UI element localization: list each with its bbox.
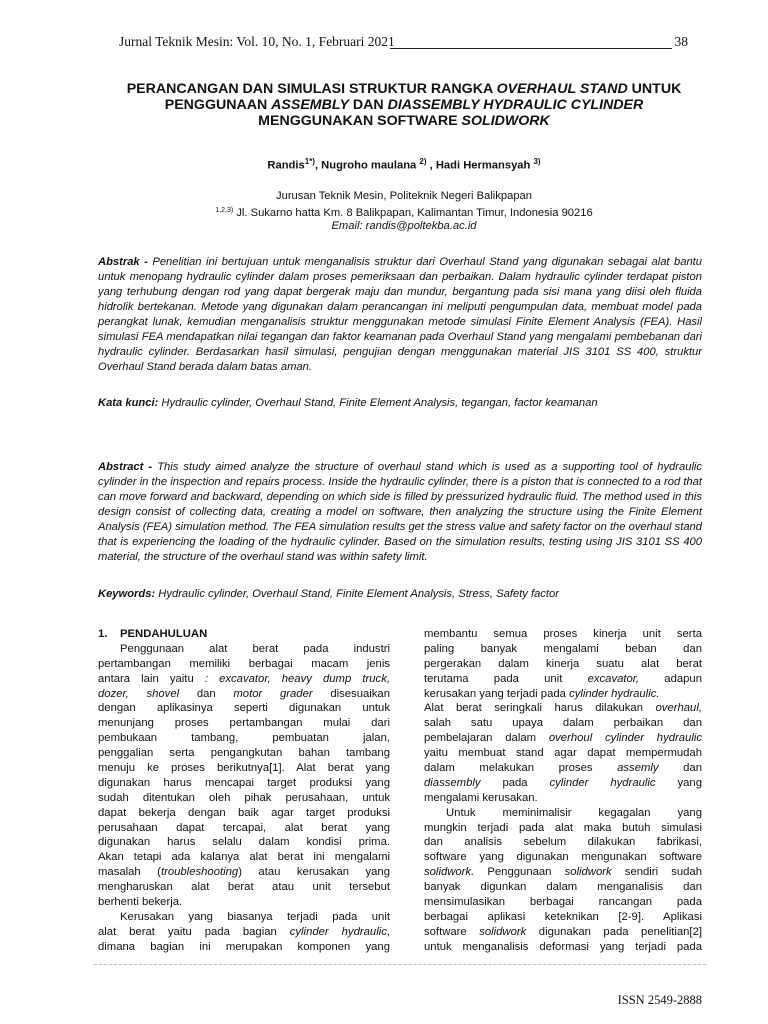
keywords: Keywords: Hydraulic cylinder, Overhaul Stand, Finite Element Analysis, Stress, Safety factor	[98, 588, 559, 600]
abstract-paragraph: Abstract - This study aimed analyze the structure of overhaul stand which is used as a supporting tool of hydraulic cylinder in the inspection and repairs process. Inside the hydraulic cylinder, there is a piston that is connected to a rod that can move forward and backward, depending on which side is filled by pressurized hydraulic fluid. The method used in this design consist of collecting data, creating a model on software, then analyzing the structure using the Finite Element Analysis (FEA) simulation method. The FEA simulation results get the stress value and safety factor on the overhaul stand that is experiencing the loading of the hydraulic cylinder. Based on the simulation results, testing using JIS 3101 SS 400 material, the structure of the overhaul stand was within safety limit.	[98, 461, 703, 563]
body-column-right: membantu semua proses kinerja unit serta paling banyak mengalami beban dan pergerakan dalam kinerja suatu alat berat terutama pada unit excavator, adapun kerusakan yang terjadi pada cylinder hydraulic. Alat berat seringkali harus dilakukan overhaul, salah satu upaya dalam perbaikan dan pembelajaran dalam overhoul cylinder hydraulic yaitu membuat stand agar dapat mempermudah dalam melakukan proses assemly dan diassembly pada cylinder hydraulic yang mengalami kerusakan. Untuk meminimalisir kegagalan yang mungkin terjadi pada alat maka butuh simulasi dan analisis sebelum dilakukan fabrikasi, software yang digunakan mengunakan software solidwork. Penggunaan solidwork sendiri sudah banyak digunkan dalam menganalisis dan mensimulasikan berbagai rancangan pada berbagai aplikasi keteknikan [2-9]. Aplikasi software solidwork digunakan pada penelitian[2] untuk menganalisis deformasi yang terjadi pada	[424, 628, 702, 953]
body-column-left: 1. PENDAHULUAN Penggunaan alat berat pada industri pertambangan memiliki berbagai macam jenis antara lain yaitu : excavator, heavy dump truck, dozer, shovel dan motor grader disesuaikan dengan aplikasinya seperti digunakan untuk menunjang proses pertambangan mulai dari pembukaan tambang, pembuatan jalan, penggalian serta pengangkutan bahan tambang menuju ke proses berikutnya[1]. Alat berat yang digunakan harus mencapai target produksi yang sudah ditentukan oleh pihak perusahaan, untuk dapat bekerja dengan baik agar target produksi perusahaan dapat tercapai, alat berat yang digunakan harus selalu dalam kondisi prima. Akan tetapi ada kalanya alat berat ini mengalami masalah (troubleshooting) atau kerusakan yang mengharuskan alat berat atau unit tersebut berhenti bekerja. Kerusakan yang biasanya terjadi pada unit alat berat yaitu pada bagian cylinder hydraulic, dimana bagian ini merupakan komponen yang	[98, 628, 390, 953]
issn: ISSN 2549-2888	[617, 993, 702, 1007]
author-list: Randis$^{1*)}$, Nugroho maulana $^{2)}$ , Hadi Hermansyah $^{3)}$	[267, 157, 541, 172]
header-rule	[390, 48, 672, 49]
journal-name: Jurnal Teknik Mesin: Vol. 10, No. 1, Februari 2021	[119, 34, 395, 49]
page-number: 38	[674, 34, 688, 49]
footer-divider	[94, 964, 706, 965]
email: Email: randis@poltekba.ac.id	[331, 220, 477, 232]
section-heading: 1. PENDAHULUAN	[98, 628, 208, 640]
paper-title: PERANCANGAN DAN SIMULASI STRUKTUR RANGKA OVERHAUL STAND UNTUK PENGGUNAAN ASSEMBLY DAN DIASSEMBLY HYDRAULIC CYLINDER MENGGUNAKAN SOFTWARE SOLIDWORK	[126, 81, 682, 129]
abstrak-paragraph: Abstrak - Penelitian ini bertujuan untuk menganalisis struktur dari Overhaul Stand yang digunakan sebagai alat bantu untuk menopang hydraulic cylinder dalam proses pemeriksaan dan perbaikan. Dalam hydraulic cylinder terdapat piston yang terhubung dengan rod yang dapat bergerak maju dan mundur, bergantung pada sisi mana yang diisi oleh fluida hidrolik bertekanan. Metode yang digunakan dalam perancangan ini meliputi pengumpulan data, membuat model pada perangkat lunak, kemudian menganalisis struktur menggunakan metode simulasi Finite Element Analysis (FEA). Hasil simulasi FEA mendapatkan nilai tegangan dan faktor keamanan pada Overhaul Stand yang mengalami pembebanan dari hydraulic cylinder. Berdasarkan hasil simulasi, pengujian dengan menggunakan material JIS 3101 SS 400, struktur Overhaul Stand berada dalam batas aman.	[98, 256, 702, 373]
affiliation	[96, 190, 712, 234]
running-header	[105, 34, 688, 54]
kata-kunci: Kata kunci: Hydraulic cylinder, Overhaul Stand, Finite Element Analysis, tegangan, factor keamanan	[98, 397, 598, 409]
department: Jurusan Teknik Mesin, Politeknik Negeri Balikpapan	[276, 190, 532, 202]
address: $^{1,2,3)}$ Jl. Sukarno hatta Km. 8 Balikpapan, Kalimantan Timur, Indonesia 90216	[215, 206, 593, 219]
